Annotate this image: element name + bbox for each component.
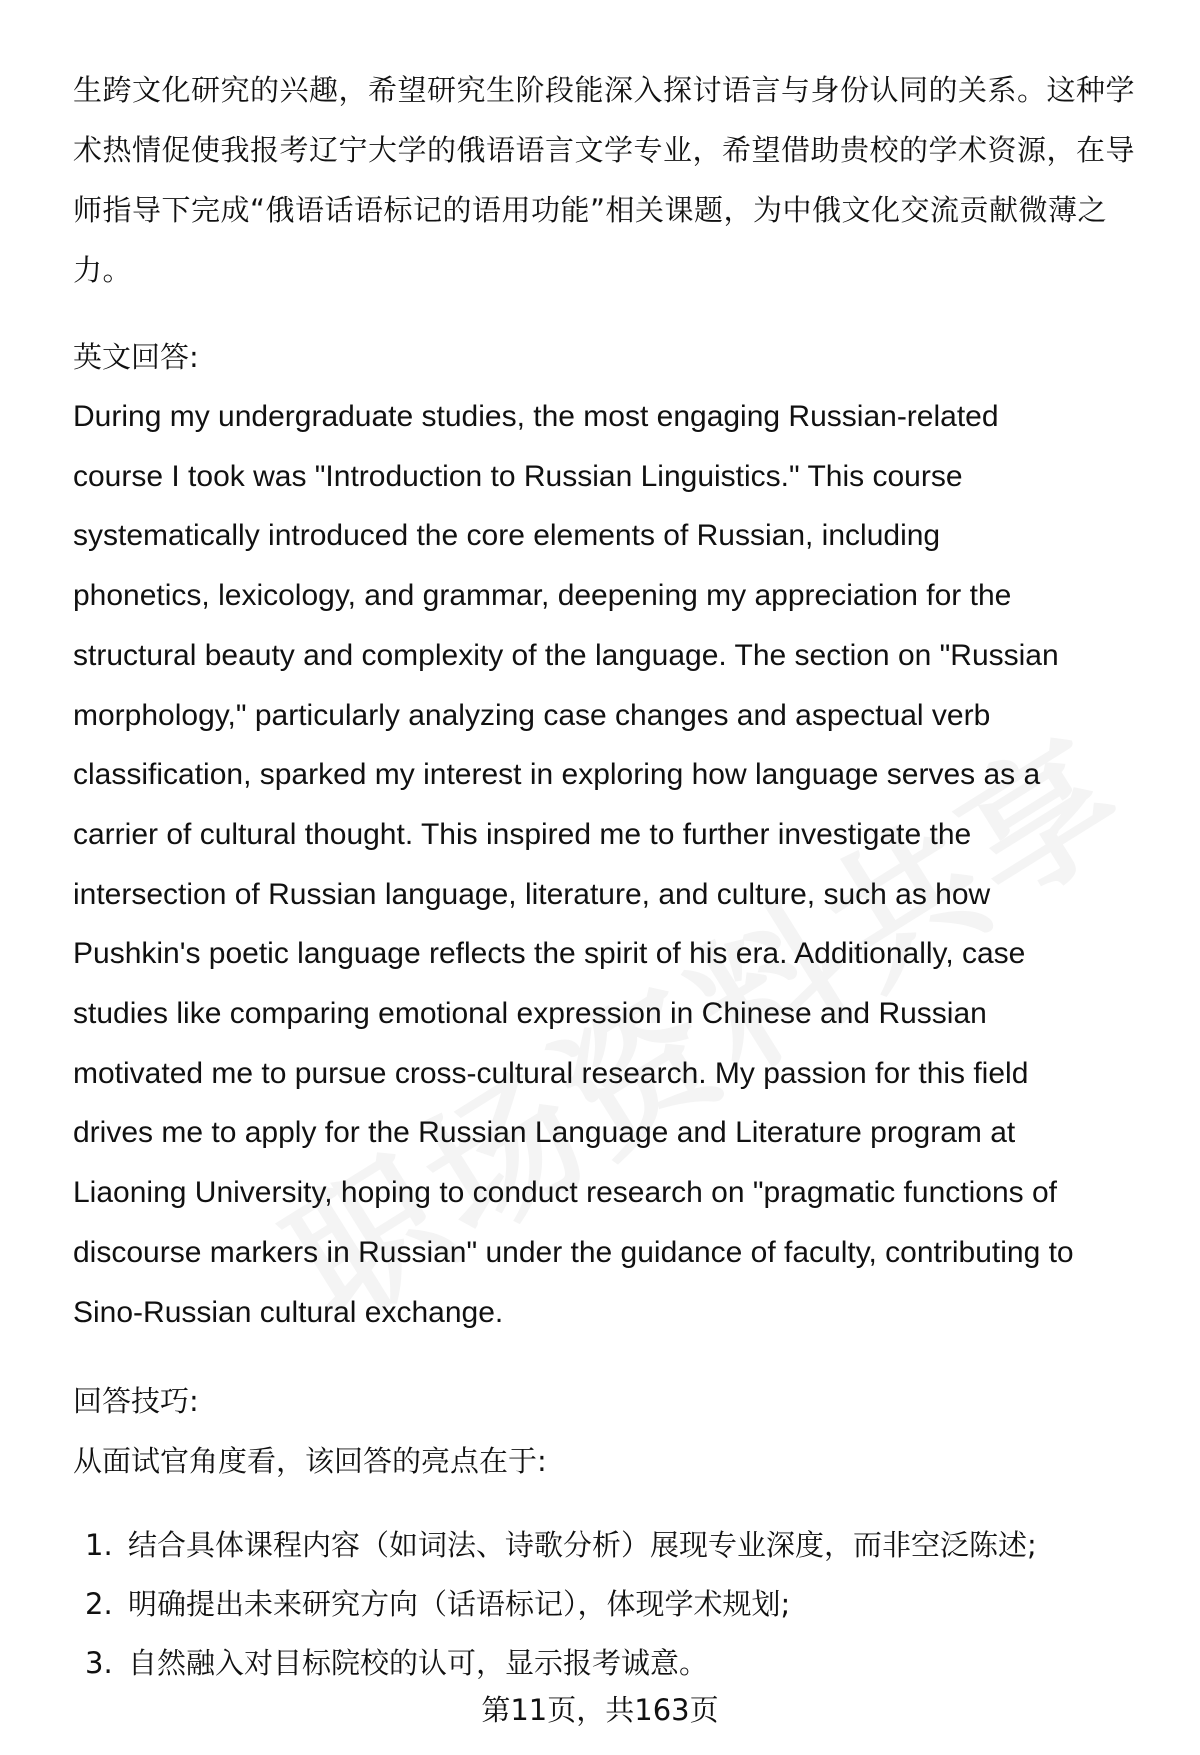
intro-paragraph — [73, 60, 1163, 300]
tips-list-item — [73, 1575, 1163, 1634]
tips-list-item — [73, 1516, 1163, 1575]
list-number: 2. — [85, 1587, 113, 1622]
english-line: structural beauty and complexity of the language. The section on "Russian — [73, 638, 1059, 672]
english-line: systematically introduced the core elements of Russian, including — [73, 519, 941, 553]
tips-list-item — [73, 1634, 1163, 1693]
tips-list — [73, 1516, 1163, 1693]
english-line: During my undergraduate studies, the most engaging Russian-related — [73, 400, 999, 433]
english-answer-paragraph — [73, 387, 1163, 1342]
english-line: intersection of Russian language, literature, and culture, such as how — [73, 877, 991, 911]
tips-label: 回答技巧: — [73, 1384, 199, 1419]
english-line: phonetics, lexicology, and grammar, deepening my appreciation for the — [73, 579, 1012, 613]
intro-line: 师指导下完成“俄语话语标记的语用功能”相关课题，为中俄文化交流贡献微薄之 — [73, 193, 1108, 227]
intro-line: 生跨文化研究的兴趣，希望研究生阶段能深入探讨语言与身份认同的关系。这种学 — [73, 73, 1136, 107]
page-indicator: 第11页，共163页 — [481, 1693, 719, 1727]
english-line: course I took was "Introduction to Russian Linguistics." This course — [73, 459, 963, 493]
english-line: drives me to apply for the Russian Language and Literature program at — [73, 1116, 1016, 1150]
english-line: classification, sparked my interest in exploring how language serves as a — [73, 758, 1041, 792]
english-line: studies like comparing emotional expression in Chinese and Russian — [73, 997, 987, 1031]
list-number: 1. — [85, 1528, 113, 1563]
list-item-text: 结合具体课程内容（如词法、诗歌分析）展现专业深度，而非空泛陈述; — [128, 1528, 1037, 1563]
intro-line: 术热情促使我报考辽宁大学的俄语语言文学专业，希望借助贵校的学术资源，在导 — [73, 133, 1136, 167]
english-line: Liaoning University, hoping to conduct research on "pragmatic functions of — [73, 1176, 1057, 1210]
english-line: Sino-Russian cultural exchange. — [73, 1295, 504, 1329]
english-line: discourse markers in Russian" under the guidance of faculty, contributing to — [73, 1235, 1074, 1269]
list-number: 3. — [85, 1646, 113, 1681]
english-line: motivated me to pursue cross-cultural research. My passion for this field — [73, 1056, 1029, 1090]
english-line: morphology," particularly analyzing case changes and aspectual verb — [73, 698, 991, 732]
list-item-text: 明确提出未来研究方向（话语标记），体现学术规划; — [128, 1587, 791, 1622]
english-line: Pushkin's poetic language reflects the spirit of his era. Additionally, case — [73, 937, 1026, 971]
english-line: carrier of cultural thought. This inspired me to further investigate the — [73, 817, 972, 851]
intro-line: 力。 — [73, 253, 133, 287]
tips-intro: 从面试官角度看，该回答的亮点在于: — [73, 1444, 547, 1479]
document-page — [73, 60, 1163, 1693]
english-answer-label: 英文回答: — [73, 340, 199, 374]
list-item-text: 自然融入对目标院校的认可，显示报考诚意。 — [128, 1646, 709, 1681]
